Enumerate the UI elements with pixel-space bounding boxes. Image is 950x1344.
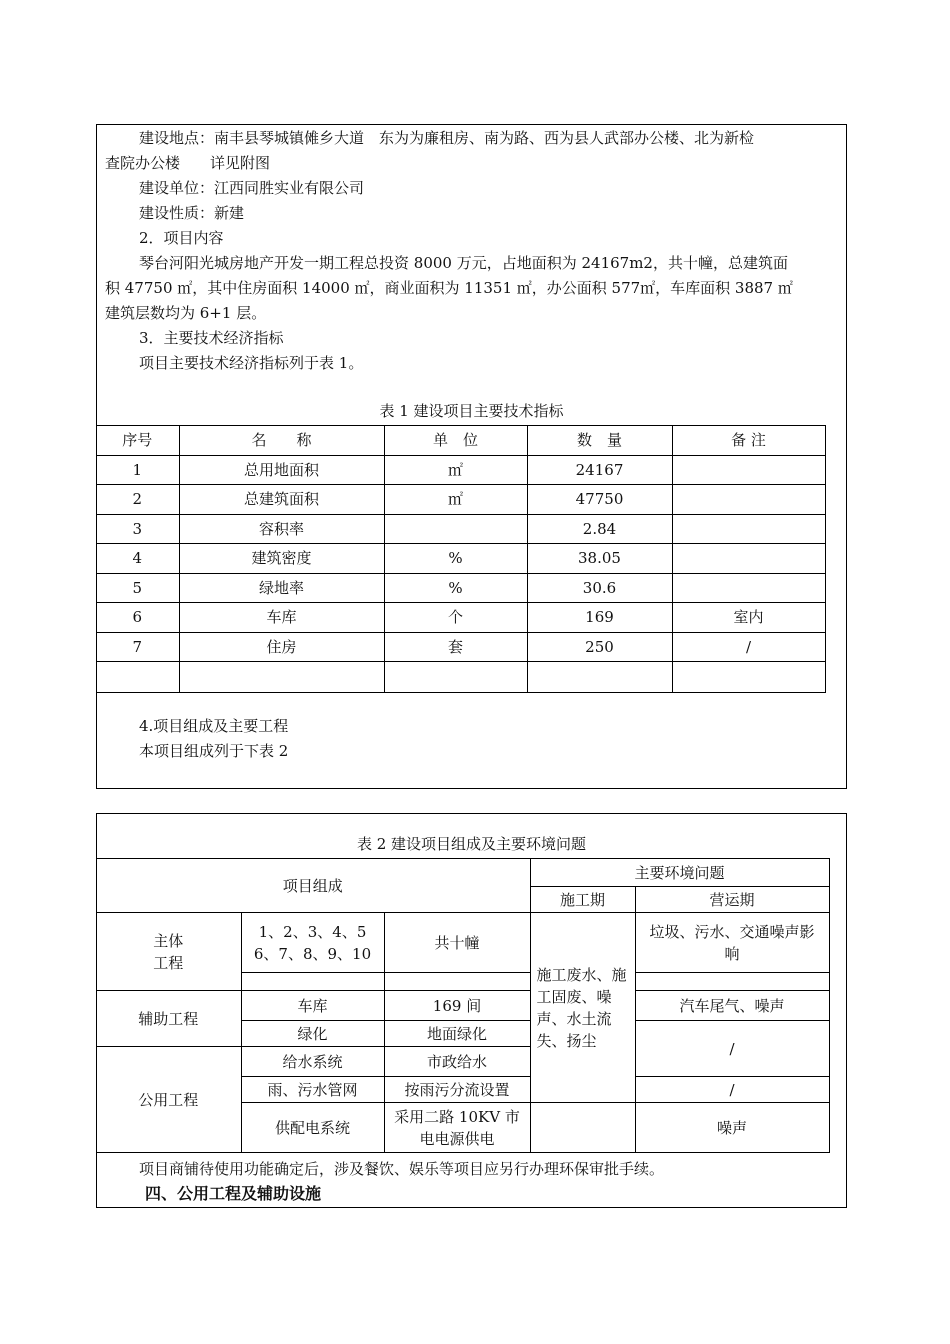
indicators-heading: 3．主要技术经济指标 — [139, 329, 284, 347]
sewage-operation: / — [635, 1077, 829, 1103]
table-cell — [672, 485, 825, 515]
composition-table — [96, 858, 830, 1153]
header-composition: 项目组成 — [96, 859, 530, 913]
table-cell: 容积率 — [179, 514, 384, 544]
table-cell: ㎡ — [384, 485, 527, 515]
table-cell: 250 — [527, 632, 672, 662]
table-cell: 1 — [96, 455, 179, 485]
table-cell: 绿地率 — [179, 573, 384, 603]
table-cell: 6 — [96, 603, 179, 633]
water-label: 给水系统 — [241, 1047, 384, 1077]
table-cell: 2.84 — [527, 514, 672, 544]
header-cell: 名 称 — [179, 426, 384, 456]
table-cell — [672, 544, 825, 574]
header-env-issues: 主要环境问题 — [530, 859, 829, 887]
main-works-label: 主体 工程 — [96, 913, 241, 991]
table-cell — [672, 514, 825, 544]
header-cell: 单 位 — [384, 426, 527, 456]
composition-box — [96, 813, 847, 1208]
composition-line: 本项目组成列于下表 2 — [139, 742, 289, 760]
public-works-label: 公用工程 — [96, 1047, 241, 1153]
content-line-2: 积 47750 ㎡，其中住房面积 14000 ㎡，商业面积为 11351 ㎡，办公面积 577㎡，车库面积 3887 ㎡ — [105, 279, 793, 297]
table-cell — [96, 662, 179, 693]
main-desc: 共十幢 — [384, 913, 530, 973]
table-cell: 38.05 — [527, 544, 672, 574]
table-cell: 4 — [96, 544, 179, 574]
table-cell — [384, 514, 527, 544]
table-row — [96, 455, 825, 485]
table2-caption: 表 2 建设项目组成及主要环境问题 — [356, 835, 587, 853]
table-cell — [672, 455, 825, 485]
technical-indicators-table — [96, 425, 826, 693]
table-cell: 3 — [96, 514, 179, 544]
table-cell — [672, 573, 825, 603]
sewage-label: 雨、污水管网 — [241, 1077, 384, 1103]
garage-desc: 169 间 — [384, 991, 530, 1021]
table-cell — [672, 662, 825, 693]
table-row — [96, 603, 825, 633]
table-cell: 套 — [384, 632, 527, 662]
empty-cell — [241, 973, 384, 991]
table-cell: 车库 — [179, 603, 384, 633]
header-construction: 施工期 — [530, 887, 635, 913]
table-cell: 7 — [96, 632, 179, 662]
table-header-row — [96, 426, 825, 456]
table-cell: 2 — [96, 485, 179, 515]
empty-cell — [384, 973, 530, 991]
power-desc: 采用二路 10KV 市电电源供电 — [384, 1103, 530, 1153]
header-cell: 数 量 — [527, 426, 672, 456]
indicators-line: 项目主要技术经济指标列于表 1。 — [139, 354, 364, 372]
table-cell: ㎡ — [384, 455, 527, 485]
nature-line: 建设性质：新建 — [139, 204, 245, 222]
table-row — [96, 514, 825, 544]
location-line-2: 查院办公楼 详见附图 — [105, 154, 271, 172]
location-line-1: 建设地点：南丰县琴城镇傩乡大道 东为为廉租房、南为路、西为县人武部办公楼、北为新检 — [139, 129, 755, 147]
table-row — [96, 632, 825, 662]
main-operation: 垃圾、污水、交通噪声影响 — [635, 913, 829, 973]
main-buildings-line-2: 6、7、8、9、10 — [253, 944, 372, 963]
content-heading: 2．项目内容 — [139, 229, 224, 247]
garage-operation: 汽车尾气、噪声 — [635, 991, 829, 1021]
content-line-1: 琴台河阳光城房地产开发一期工程总投资 8000 万元，占地面积为 24167m2，共十幢，总建筑面 — [139, 254, 788, 272]
project-info-box — [96, 124, 847, 789]
table-cell: 169 — [527, 603, 672, 633]
water-desc: 市政给水 — [384, 1047, 530, 1077]
table-cell: 个 — [384, 603, 527, 633]
table-cell: 室内 — [672, 603, 825, 633]
table-cell: 5 — [96, 573, 179, 603]
table-cell: 总用地面积 — [179, 455, 384, 485]
header-cell: 备 注 — [672, 426, 825, 456]
table-cell — [179, 662, 384, 693]
green-desc: 地面绿化 — [384, 1021, 530, 1047]
power-operation: 噪声 — [635, 1103, 829, 1153]
table-cell: % — [384, 544, 527, 574]
garage-label: 车库 — [241, 991, 384, 1021]
table-row — [96, 662, 825, 693]
water-operation: / — [635, 1021, 829, 1077]
header-cell: 序号 — [96, 426, 179, 456]
table-row — [96, 544, 825, 574]
content-line-3: 建筑层数均为 6+1 层。 — [105, 304, 267, 322]
table-cell: 24167 — [527, 455, 672, 485]
table-cell: / — [672, 632, 825, 662]
section-4-title: 四、公用工程及辅助设施 — [145, 1184, 322, 1203]
table-row — [96, 573, 825, 603]
green-label: 绿化 — [241, 1021, 384, 1047]
table-cell: 住房 — [179, 632, 384, 662]
construction-issues: 施工废水、施工固废、噪声、水土流失、扬尘 — [530, 913, 635, 1103]
table-cell: 30.6 — [527, 573, 672, 603]
table-cell — [527, 662, 672, 693]
header-operation: 营运期 — [635, 887, 829, 913]
table-row — [96, 485, 825, 515]
composition-heading: 4.项目组成及主要工程 — [139, 717, 289, 735]
aux-works-label: 辅助工程 — [96, 991, 241, 1047]
main-buildings-line-1: 1、2、3、4、5 — [258, 922, 367, 941]
table-cell: 47750 — [527, 485, 672, 515]
table-cell — [384, 662, 527, 693]
empty-cell — [635, 973, 829, 991]
table-cell: 总建筑面积 — [179, 485, 384, 515]
table-cell: 建筑密度 — [179, 544, 384, 574]
main-buildings — [241, 913, 384, 973]
empty-cell — [530, 1103, 635, 1153]
developer-line: 建设单位：江西同胜实业有限公司 — [139, 179, 365, 197]
table1-caption: 表 1 建设项目主要技术指标 — [379, 402, 564, 420]
shop-approval-note: 项目商铺待使用功能确定后，涉及餐饮、娱乐等项目应另行办理环保审批手续。 — [139, 1160, 665, 1178]
table-cell: % — [384, 573, 527, 603]
sewage-desc: 按雨污分流设置 — [384, 1077, 530, 1103]
power-label: 供配电系统 — [241, 1103, 384, 1153]
